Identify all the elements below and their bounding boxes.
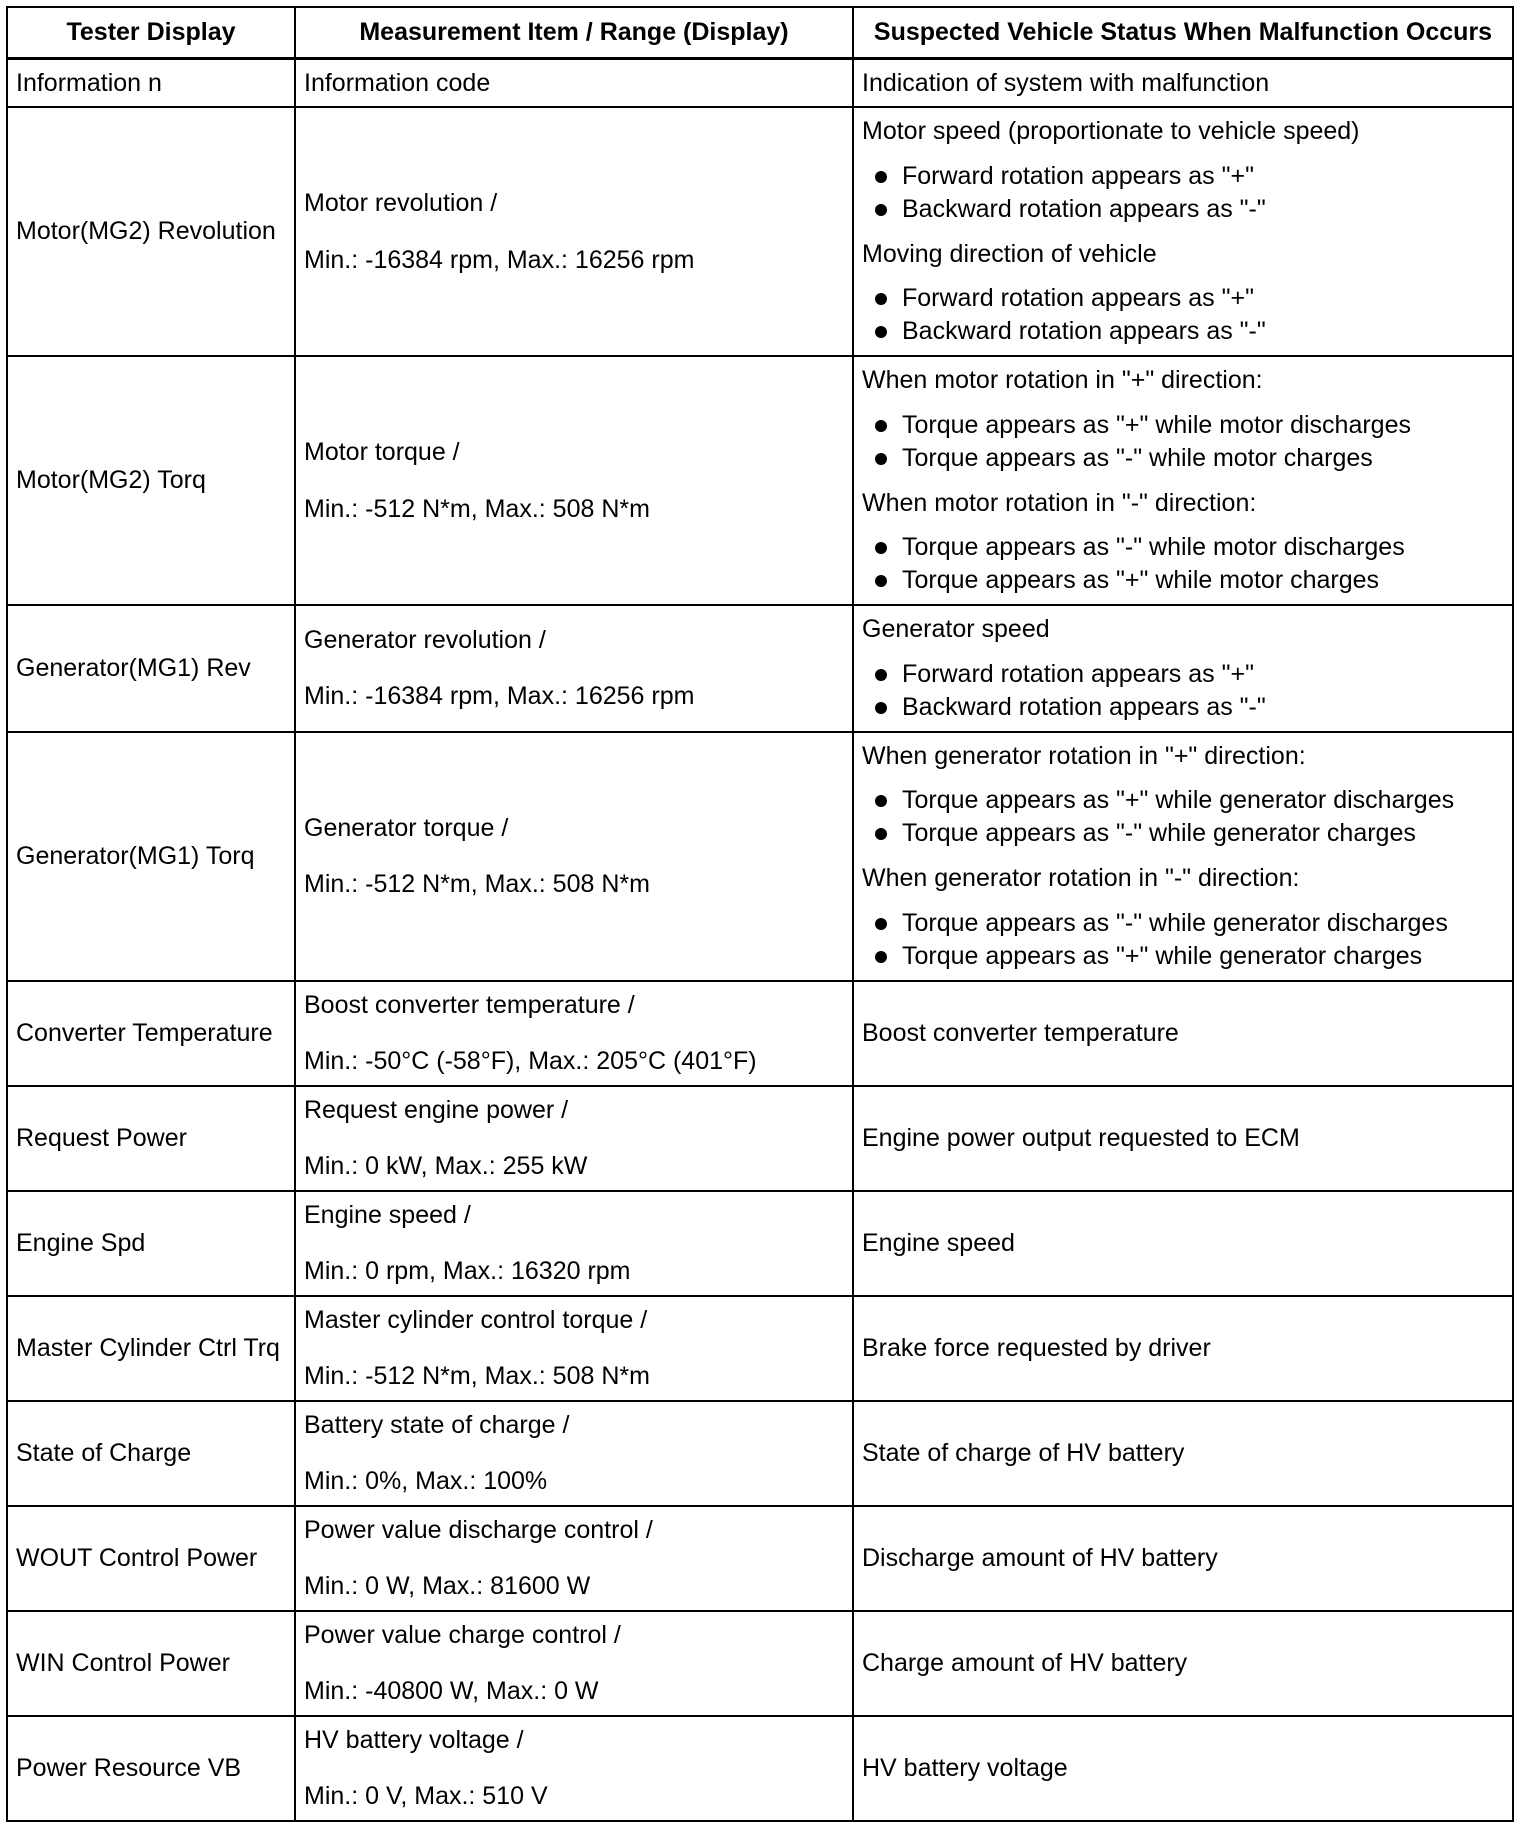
measurement-item: Boost converter temperature /: [304, 990, 635, 1019]
bullet-item: Torque appears as "+" while generator charges: [902, 940, 1504, 973]
spacer: [304, 1336, 844, 1360]
measurement-range: Min.: -50°C (-58°F), Max.: 205°C (401°F): [304, 1047, 757, 1075]
tester-display-cell: WOUT Control Power: [7, 1506, 295, 1611]
suspected-status-cell: [853, 1506, 1513, 1611]
status-text: Generator speed: [862, 615, 1050, 643]
spacer: [304, 1021, 844, 1045]
status-text: Brake force requested by driver: [862, 1333, 1211, 1362]
bullet-item: Torque appears as "-" while generator discharges: [902, 907, 1504, 940]
tester-display-cell: Generator(MG1) Rev: [7, 605, 295, 732]
status-text: Boost converter temperature: [862, 1018, 1179, 1047]
bullet-item: Torque appears as "-" while motor charges: [902, 442, 1504, 475]
bullet-item: Torque appears as "+" while generator discharges: [902, 784, 1504, 817]
table-row: [7, 1506, 1513, 1611]
table-row: [7, 1401, 1513, 1506]
suspected-status-cell: [853, 1401, 1513, 1506]
spacer: [304, 1441, 844, 1465]
measurement-range: Min.: -512 N*m, Max.: 508 N*m: [304, 494, 650, 523]
measurement-item: Engine speed /: [304, 1200, 471, 1229]
suspected-status-cell: [853, 58, 1513, 107]
spacer: [304, 1756, 844, 1780]
measurement-cell: [295, 1086, 853, 1191]
status-text: Indication of system with malfunction: [862, 68, 1270, 97]
status-text: Motor speed (proportionate to vehicle speed): [862, 117, 1360, 145]
measurement-cell: [295, 732, 853, 981]
tester-display-cell: State of Charge: [7, 1401, 295, 1506]
status-text: When motor rotation in "+" direction:: [862, 366, 1263, 394]
tester-display-cell: Motor(MG2) Revolution: [7, 107, 295, 356]
header-tester-display: Tester Display: [7, 7, 295, 58]
measurement-item: Information code: [304, 68, 491, 97]
tester-display-cell: Request Power: [7, 1086, 295, 1191]
spacer: [304, 844, 844, 868]
table-row: [7, 1086, 1513, 1191]
measurement-range: Min.: 0 rpm, Max.: 16320 rpm: [304, 1257, 631, 1285]
bullet-item: Torque appears as "+" while motor charges: [902, 564, 1504, 597]
status-text: When generator rotation in "-" direction:: [862, 864, 1300, 892]
status-text: HV battery voltage: [862, 1753, 1068, 1782]
status-text: Charge amount of HV battery: [862, 1648, 1188, 1677]
table-row: [7, 58, 1513, 107]
spacer: [304, 220, 844, 244]
bullet-item: Torque appears as "+" while motor discharges: [902, 409, 1504, 442]
suspected-status-cell: [853, 107, 1513, 356]
measurement-cell: [295, 356, 853, 605]
bullet-item: Forward rotation appears as "+": [902, 658, 1504, 691]
measurement-item: Master cylinder control torque /: [304, 1305, 648, 1334]
bullet-item: Backward rotation appears as "-": [902, 691, 1504, 724]
table-row: [7, 1296, 1513, 1401]
suspected-status-cell: [853, 1611, 1513, 1716]
bullet-item: Torque appears as "-" while motor discharges: [902, 531, 1504, 564]
table-row: [7, 1611, 1513, 1716]
status-text: When motor rotation in "-" direction:: [862, 488, 1257, 517]
measurement-range: Min.: -40800 W, Max.: 0 W: [304, 1677, 599, 1705]
measurement-range: Min.: 0 W, Max.: 81600 W: [304, 1572, 591, 1600]
status-bullet-list: [862, 531, 1504, 597]
spacer: [304, 1651, 844, 1675]
tester-display-cell: Power Resource VB: [7, 1716, 295, 1821]
status-text: Discharge amount of HV battery: [862, 1543, 1218, 1572]
table-row: [7, 1716, 1513, 1821]
status-text: When generator rotation in "+" direction:: [862, 741, 1306, 770]
status-text: Engine power output requested to ECM: [862, 1123, 1300, 1152]
spacer: [304, 656, 844, 680]
measurement-cell: [295, 1296, 853, 1401]
measurement-range: Min.: -16384 rpm, Max.: 16256 rpm: [304, 245, 695, 274]
tester-display-cell: Master Cylinder Ctrl Trq: [7, 1296, 295, 1401]
status-text: State of charge of HV battery: [862, 1438, 1185, 1467]
measurement-item: Battery state of charge /: [304, 1410, 570, 1439]
table-row: [7, 732, 1513, 981]
tester-display-cell: Motor(MG2) Torq: [7, 356, 295, 605]
tester-display-cell: Information n: [7, 58, 295, 107]
status-text: Engine speed: [862, 1228, 1015, 1257]
measurement-item: Power value charge control /: [304, 1620, 621, 1649]
status-bullet-list: [862, 784, 1504, 850]
bullet-item: Backward rotation appears as "-": [902, 193, 1504, 226]
measurement-cell: [295, 1611, 853, 1716]
measurement-item: Motor revolution /: [304, 189, 498, 217]
spacer: [304, 1126, 844, 1150]
measurement-cell: [295, 981, 853, 1086]
measurement-range: Min.: -512 N*m, Max.: 508 N*m: [304, 1362, 650, 1390]
bullet-item: Torque appears as "-" while generator charges: [902, 817, 1504, 850]
spacer: [304, 469, 844, 493]
table-row: [7, 1191, 1513, 1296]
data-list-table: [6, 6, 1514, 1822]
status-bullet-list: [862, 907, 1504, 973]
table-row: [7, 356, 1513, 605]
suspected-status-cell: [853, 356, 1513, 605]
measurement-range: Min.: 0 V, Max.: 510 V: [304, 1782, 548, 1810]
suspected-status-cell: [853, 1086, 1513, 1191]
measurement-range: Min.: -16384 rpm, Max.: 16256 rpm: [304, 682, 695, 711]
measurement-item: HV battery voltage /: [304, 1725, 524, 1754]
measurement-cell: [295, 58, 853, 107]
table-row: [7, 605, 1513, 732]
measurement-item: Generator revolution /: [304, 625, 546, 654]
table-row: [7, 981, 1513, 1086]
tester-display-cell: Generator(MG1) Torq: [7, 732, 295, 981]
measurement-range: Min.: 0 kW, Max.: 255 kW: [304, 1152, 588, 1180]
measurement-cell: [295, 1191, 853, 1296]
spacer: [304, 1231, 844, 1255]
status-bullet-list: [862, 282, 1504, 348]
bullet-item: Backward rotation appears as "-": [902, 315, 1504, 348]
measurement-item: Generator torque /: [304, 813, 509, 842]
status-bullet-list: [862, 658, 1504, 724]
measurement-range: Min.: -512 N*m, Max.: 508 N*m: [304, 870, 650, 898]
measurement-cell: [295, 1401, 853, 1506]
suspected-status-cell: [853, 981, 1513, 1086]
measurement-item: Request engine power /: [304, 1095, 569, 1124]
measurement-cell: [295, 107, 853, 356]
spacer: [304, 1546, 844, 1570]
measurement-cell: [295, 1716, 853, 1821]
tester-display-cell: Engine Spd: [7, 1191, 295, 1296]
tester-display-cell: Converter Temperature: [7, 981, 295, 1086]
table-row: [7, 107, 1513, 356]
suspected-status-cell: [853, 605, 1513, 732]
measurement-item: Motor torque /: [304, 438, 460, 466]
suspected-status-cell: [853, 1191, 1513, 1296]
status-text: Moving direction of vehicle: [862, 239, 1157, 268]
measurement-item: Power value discharge control /: [304, 1515, 653, 1544]
status-bullet-list: [862, 409, 1504, 475]
measurement-cell: [295, 605, 853, 732]
header-suspected-status: Suspected Vehicle Status When Malfunction Occurs: [853, 7, 1513, 58]
bullet-item: Forward rotation appears as "+": [902, 282, 1504, 315]
status-bullet-list: [862, 160, 1504, 226]
measurement-range: Min.: 0%, Max.: 100%: [304, 1467, 548, 1495]
suspected-status-cell: [853, 1296, 1513, 1401]
measurement-cell: [295, 1506, 853, 1611]
header-measurement-item: Measurement Item / Range (Display): [295, 7, 853, 58]
bullet-item: Forward rotation appears as "+": [902, 160, 1504, 193]
suspected-status-cell: [853, 732, 1513, 981]
table-body: [7, 58, 1513, 1821]
table-header-row: [7, 7, 1513, 58]
tester-display-cell: WIN Control Power: [7, 1611, 295, 1716]
suspected-status-cell: [853, 1716, 1513, 1821]
